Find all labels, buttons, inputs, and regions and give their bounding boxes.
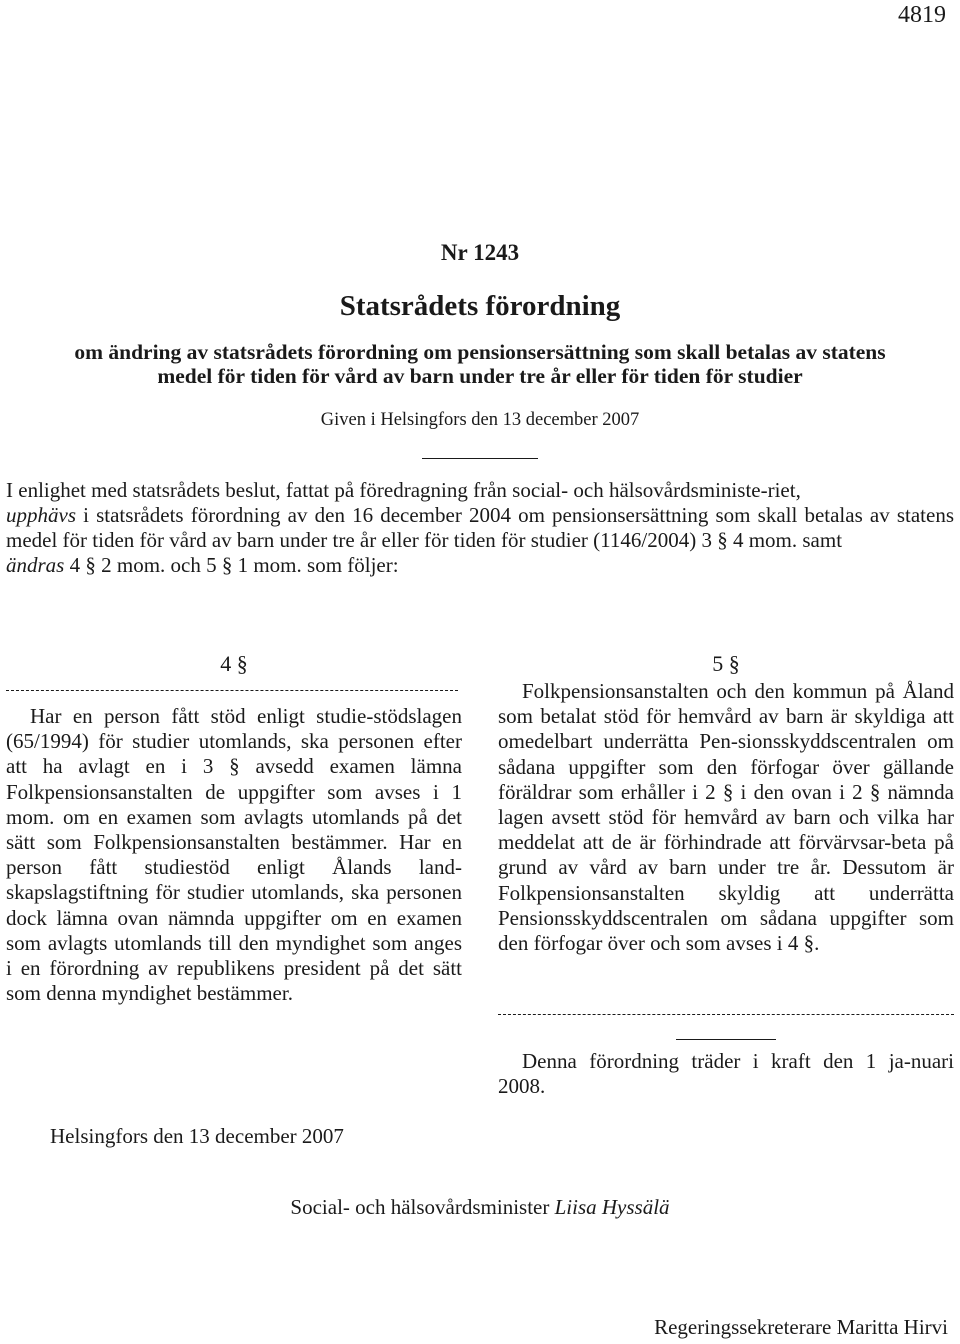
section-4-text: Har en person fått stöd enligt studie-stödslagen (65/1994) för studier utomlands, ska personen efter att ha avlagt en i 3 § avsedd examen lämna Folkpensionsanstalten de uppgifter som avses i 1 mom. om en examen som avlagts utomlands på det sätt som Folkpensionsanstalten bestämmer. Har en person fått studiestöd enligt Ålands land-skapslagstiftning för studier utomlands, ska personen dock lämna ovan nämnda uppgifter om en examen som avlagts utomlands till den myndighet som anges i en förordning av republikens president på det sätt som denna myndighet bestämmer. — [6, 704, 462, 1006]
subtitle-line-1: om ändring av statsrådets förordning om pensionsersättning som skall betalas av statens — [74, 340, 886, 364]
secretary-signature: Regeringssekreterare Maritta Hirvi — [654, 1315, 948, 1339]
title-divider — [422, 458, 538, 459]
page-number: 4819 — [898, 2, 946, 28]
section-4-body — [6, 704, 462, 1006]
document-title: Statsrådets förordning — [339, 290, 621, 322]
section-5-text: Folkpensionsanstalten och den kommun på Åland som betalat stöd för hemvård av barn är skyldiga att omedelbart underrätta Pen-sionsskyddscentralen om sådana uppgifter som den förfogar över gällande föräldrar som erhåller i 2 § i den ovan i 2 § nämnda lagen avsett stöd för hemvård av barn och vilka har meddelat att de är förhindrade att förvärvsar-beta på grund av vård av barn under tre år. Dessutom är Folkpensionsanstalten skyldig att underrätta Pensionsskyddscentralen om sådana uppgifter som den förfogar över och som avses i 4 §. — [498, 679, 954, 956]
minister-name: Liisa Hyssälä — [554, 1195, 670, 1219]
preamble-paragraph: I enlighet med statsrådets beslut, fattat på föredragning från social- och hälsovårdsministe-riet, — [6, 478, 801, 502]
entry-divider — [676, 1039, 776, 1040]
omitted-text-dashes — [498, 1014, 954, 1015]
repeal-keyword: upphävs — [6, 503, 76, 527]
repeal-paragraph — [6, 503, 954, 553]
signature-place-date: Helsingfors den 13 december 2007 — [50, 1124, 344, 1148]
preamble — [6, 478, 954, 578]
repeal-text: i statsrådets förordning av den 16 december 2004 om pensionsersättning som skall betalas av statens medel för tiden för vård av barn under tre år eller för tiden för studier (1146/2004) 3 § 4 mom. samt — [6, 503, 954, 552]
statute-number: Nr 1243 — [440, 240, 520, 265]
section-5-body — [498, 679, 954, 956]
entry-into-force-block — [498, 1049, 954, 1099]
entry-into-force: Denna förordning träder i kraft den 1 ja-nuari 2008. — [498, 1049, 954, 1099]
amend-text: 4 § 2 mom. och 5 § 1 mom. som följer: — [64, 553, 399, 577]
omitted-text-dashes — [6, 690, 458, 691]
given-date: Given i Helsingfors den 13 december 2007 — [320, 410, 640, 430]
document-subtitle — [0, 340, 960, 388]
section-4-heading: 4 § — [220, 651, 248, 676]
amend-paragraph — [6, 553, 954, 578]
section-5-heading: 5 § — [712, 651, 740, 676]
amend-keyword: ändras — [6, 553, 65, 577]
minister-signature — [0, 1195, 960, 1220]
subtitle-line-2: medel för tiden för vård av barn under tre år eller för tiden för studier — [157, 364, 803, 388]
minister-title: Social- och hälsovårdsminister — [290, 1195, 555, 1219]
